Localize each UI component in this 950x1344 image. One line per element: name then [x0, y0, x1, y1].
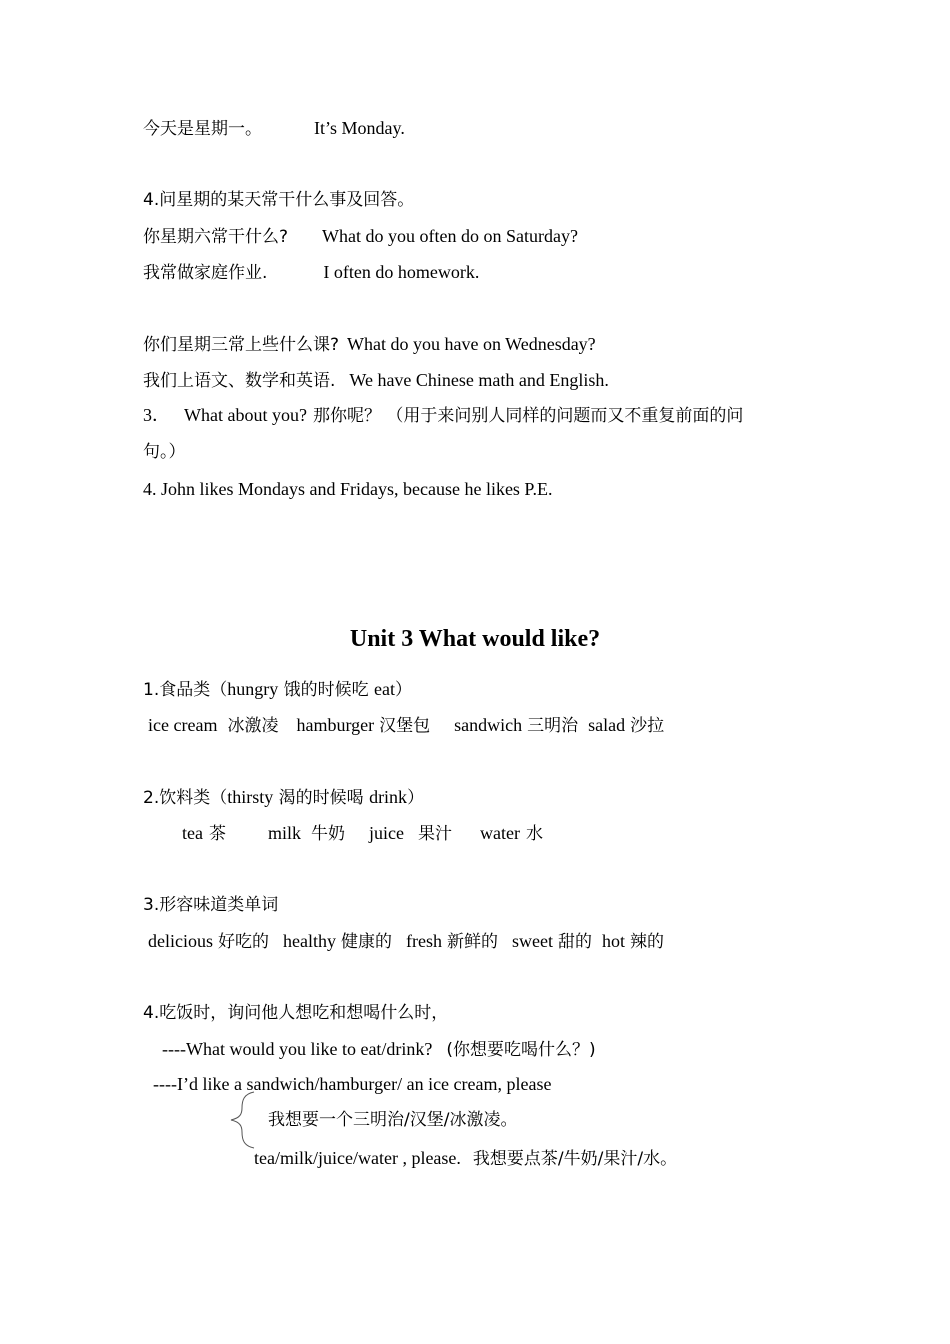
food-item-en: hamburger	[296, 715, 375, 735]
taste-items	[148, 930, 664, 953]
drink-item-cn: 果汁	[417, 824, 452, 844]
homework-answer-en: I often do homework.	[323, 262, 480, 282]
what-about-you-en: What about you?	[184, 405, 307, 425]
meal-answer-drink-cn: 我想要点茶/牛奶/果汁/水。	[472, 1149, 678, 1169]
homework-answer-cn: 我常做家庭作业.	[143, 263, 268, 283]
saturday-question-cn: 你星期六常干什么?	[143, 227, 289, 247]
food-items	[148, 714, 664, 737]
food-heading-cn: 1.食品类（	[143, 680, 228, 700]
taste-item-en: healthy	[283, 931, 336, 951]
curly-brace-icon	[228, 1090, 258, 1150]
food-item-en: ice cream	[148, 715, 218, 735]
days-heading-text: 4.问星期的某天常干什么事及回答。	[143, 190, 415, 210]
drink-heading-thirsty: thirsty	[227, 787, 274, 807]
drink-item-en: milk	[267, 823, 301, 843]
saturday-question	[143, 225, 578, 248]
food-heading-eat: eat	[374, 679, 396, 699]
drink-heading-close: ）	[407, 788, 425, 808]
john-text: 4. John likes Mondays and Fridays, because he likes P.E.	[143, 479, 553, 499]
meal-answer-cn1	[268, 1109, 517, 1131]
drink-item-en: water	[479, 823, 520, 843]
item-number: 3．	[143, 405, 170, 425]
subjects-answer-en: We have Chinese math and English.	[349, 370, 609, 390]
meal-heading	[143, 1002, 448, 1024]
drink-item-cn: 水	[525, 824, 543, 844]
taste-heading	[143, 894, 278, 916]
taste-item-en: sweet	[511, 931, 553, 951]
food-item-en: sandwich	[454, 715, 523, 735]
monday-en: It’s Monday.	[314, 118, 405, 138]
what-about-you-continued	[143, 441, 186, 463]
unit-title: Unit 3 What would like?	[349, 626, 601, 652]
drink-item-en: tea	[182, 823, 203, 843]
wednesday-question-en: What do you have on Wednesday?	[347, 334, 596, 354]
wednesday-question	[143, 333, 596, 356]
meal-answer-cn1-text: 我想要一个三明治/汉堡/冰激凌。	[268, 1110, 518, 1130]
taste-item-cn: 辣的	[629, 932, 664, 952]
food-item-cn: 沙拉	[630, 716, 665, 736]
drink-item-cn: 牛奶	[311, 824, 345, 844]
food-item-cn: 冰激凌	[227, 716, 279, 736]
drink-item-cn: 茶	[208, 824, 226, 844]
john-sentence	[143, 478, 552, 500]
drink-heading-cn2: 渴的时候喝	[278, 788, 364, 808]
what-about-you-line	[143, 404, 743, 427]
what-about-you-cn: 那你呢？ （用于来问别人同样的问题而又不重复前面的问	[312, 406, 744, 426]
taste-item-en: delicious	[148, 931, 213, 951]
drink-item-en: juice	[369, 823, 404, 843]
drink-items	[182, 822, 543, 845]
saturday-question-en: What do you often do on Saturday?	[322, 226, 578, 246]
taste-item-cn: 新鲜的	[446, 932, 498, 952]
taste-item-cn: 好吃的	[218, 932, 269, 952]
drink-heading	[143, 786, 424, 809]
taste-item-cn: 甜的	[557, 932, 592, 952]
meal-question	[162, 1038, 596, 1061]
subjects-answer	[143, 369, 609, 392]
meal-question-en: ----What would you like to eat/drink?	[162, 1039, 433, 1059]
food-heading-close: ）	[395, 680, 413, 700]
meal-heading-text: 4.吃饭时，询问他人想吃和想喝什么时，	[143, 1003, 449, 1023]
food-item-en: salad	[588, 715, 626, 735]
wednesday-question-cn: 你们星期三常上些什么课?	[143, 335, 340, 355]
drink-heading-drink: drink	[369, 787, 408, 807]
subjects-answer-cn: 我们上语文、数学和英语.	[143, 371, 336, 391]
continued-text: 句。）	[143, 442, 186, 462]
food-item-cn: 三明治	[527, 716, 579, 736]
taste-item-en: fresh	[405, 931, 442, 951]
meal-question-cn: (你想要吃喝什么？)	[446, 1040, 596, 1060]
meal-answer-en: ----I’d like a sandwich/hamburger/ an ice cream, please	[153, 1074, 552, 1094]
monday-sentence	[143, 117, 405, 140]
meal-answer-drink	[254, 1147, 677, 1170]
days-section-heading	[143, 189, 414, 211]
homework-answer	[143, 261, 479, 284]
taste-item-cn: 健康的	[340, 932, 392, 952]
food-item-cn: 汉堡包	[379, 716, 431, 736]
meal-answer-drink-en: tea/milk/juice/water , please.	[254, 1148, 461, 1168]
taste-heading-text: 3.形容味道类单词	[143, 895, 279, 915]
monday-cn: 今天是星期一。	[143, 119, 262, 139]
taste-item-en: hot	[601, 931, 625, 951]
food-heading-hungry: hungry	[227, 679, 279, 699]
food-heading	[143, 678, 412, 701]
food-heading-cn2: 饿的时候吃	[283, 680, 369, 700]
drink-heading-cn: 2.饮料类（	[143, 788, 228, 808]
meal-answer	[153, 1073, 551, 1095]
